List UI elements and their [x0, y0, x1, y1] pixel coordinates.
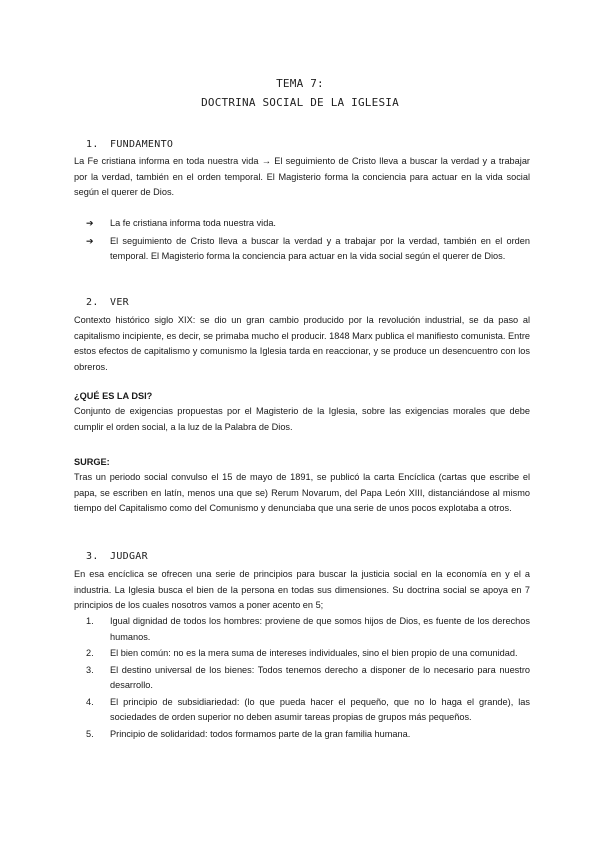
ver-paragraph: Contexto histórico siglo XIX: se dio un gran cambio producido por la revolución industrial, se da paso al capitalismo incipiente, es decir, se primaba mucho el producir. 1848 Marx publica el manifiesto comunista. Entre estos efectos de capitalismo y comunismo la Iglesia tarda en reaccionar, y se produce un desencuentro con los obreros.	[74, 315, 530, 372]
item-text: Igual dignidad de todos los hombres: proviene de que somos hijos de Dios, es fuente de los derechos humanos.	[110, 616, 530, 642]
arrow-right-icon: ➔	[86, 235, 94, 246]
list-item	[86, 234, 530, 265]
section-heading-fundamento	[86, 139, 173, 150]
list-item	[86, 695, 530, 726]
section-number: 1.	[86, 139, 99, 150]
bullet-text: El seguimiento de Cristo lleva a buscar la verdad y a trabajar por la verdad, también en el orden temporal. El Magisterio forma la conciencia para actuar en la vida social según el querer de Dios.	[110, 235, 530, 261]
dsi-heading: ¿QUÉ ES LA DSI?	[74, 391, 153, 401]
item-number: 4.	[86, 696, 94, 707]
item-text: El principio de subsidiariedad: (lo que pueda hacer el pequeño, que no lo haga el grande), las sociedades de orden superior no deben asumir tareas propias de grupos más pequeños.	[110, 696, 530, 722]
list-item	[86, 727, 530, 743]
item-text: Principio de solidaridad: todos formamos parte de la gran familia humana.	[110, 728, 411, 739]
dsi-text: Conjunto de exigencias propuestas por el Magisterio de la Iglesia, sobre las exigencias morales que debe cumplir el orden social, a la luz de la Palabra de Dios.	[74, 406, 530, 432]
item-text: El bien común: no es la mera suma de intereses individuales, sino el bien propio de una comunidad.	[110, 648, 518, 658]
page-title-line1: TEMA 7:	[276, 77, 324, 90]
page-title-line2: DOCTRINA SOCIAL DE LA IGLESIA	[201, 96, 399, 109]
arrow-right-icon: ➔	[86, 218, 94, 228]
list-item	[86, 614, 530, 645]
section-label: JUDGAR	[110, 551, 148, 562]
item-text: El destino universal de los bienes: Todos tenemos derecho a disponer de lo necesario para nuestro desarrollo.	[110, 664, 530, 690]
list-item	[86, 663, 530, 694]
section-number: 2.	[86, 297, 99, 308]
list-item	[86, 646, 530, 662]
item-number: 5.	[86, 728, 94, 739]
surge-text: Tras un periodo social convulso el 15 de mayo de 1891, se publicó la carta Encíclica (cartas que escribe el papa, se escriben en latín, menos una que se) Rerum Novarum, del Papa León XIII, distanciándose al mismo tiempo del Capitalismo como del Comunismo y denunciaba que una serie de unos pocos explotaba a otros.	[74, 472, 530, 513]
section-label: FUNDAMENTO	[110, 139, 174, 150]
principles-list	[86, 614, 530, 743]
fundamento-bullet-list	[86, 216, 530, 267]
section-label: VER	[110, 297, 129, 308]
section-number: 3.	[86, 551, 99, 562]
item-number: 1.	[86, 616, 94, 626]
item-number: 3.	[86, 664, 94, 675]
section-heading-judgar	[86, 551, 148, 562]
judgar-paragraph: En esa encíclica se ofrecen una serie de principios para buscar la justicia social en la economía en y el a industria. La Iglesia busca el bien de la persona en todas sus dimensiones. Su doctrina social se apoya en 7 principios de los cuales nosotros vamos a poner acento en 5;	[74, 569, 530, 610]
item-number: 2.	[86, 648, 94, 658]
fundamento-paragraph: La Fe cristiana informa en toda nuestra vida → El seguimiento de Cristo lleva a buscar la verdad y a trabajar por la verdad, también en el orden temporal. El Magisterio forma la conciencia para actuar en la vida social según el querer de Dios.	[74, 156, 530, 197]
list-item	[86, 216, 530, 232]
section-heading-ver	[86, 297, 129, 308]
surge-heading: SURGE:	[74, 457, 110, 467]
bullet-text: La fe cristiana informa toda nuestra vida.	[110, 218, 276, 228]
